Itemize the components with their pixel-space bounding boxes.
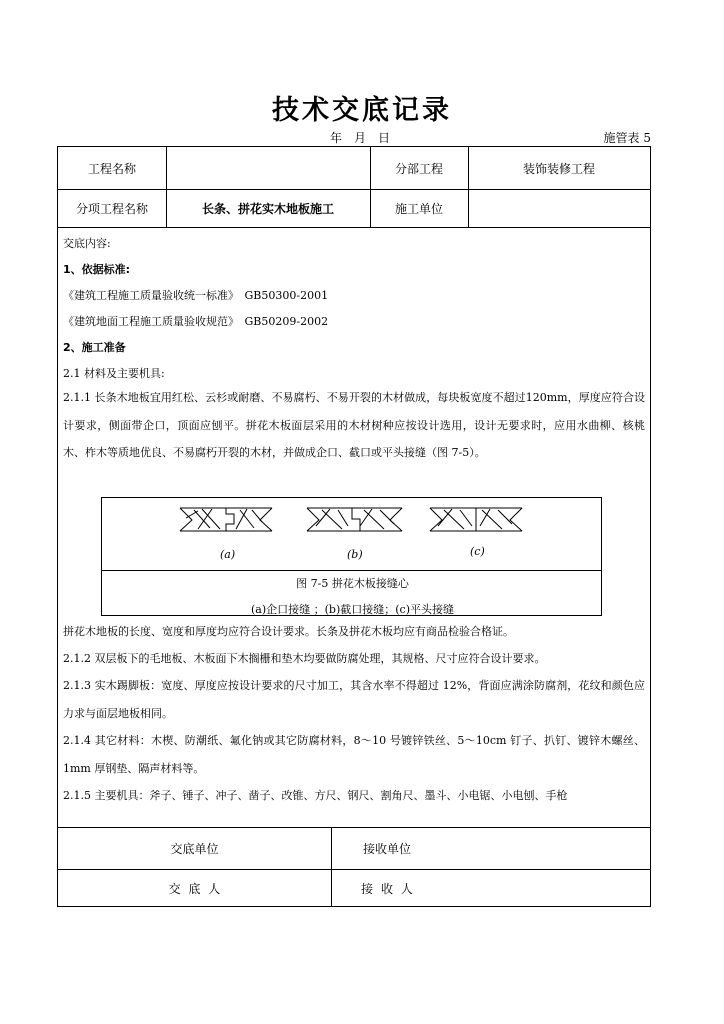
joint-a-drawing: [180, 508, 272, 531]
joint-figure: [101, 497, 602, 616]
paragraph-2-1-1: 2.1.1 长条木地板宜用红松、云杉或耐磨、不易腐朽、不易开裂的木材做成，每块板宽度不超过120mm，厚度应符合设计要求，侧面带企口，顶面应刨平。拼花木板面层采用的木材树种应按设计选用，设计无要求时，应用水曲柳、核桃木、柞木等质地优良、不易腐朽开裂的木材，并做成企口、截口或平头接缝（图 7-5）。: [63, 391, 645, 459]
receiver-label: 接 收 人: [361, 881, 413, 896]
project-name-value: [166, 147, 370, 189]
subitem-label: 分项工程名称: [75, 201, 148, 216]
figure-subcaption: (a)企口接缝 ；(b)截口接缝；(c)平头接缝: [250, 603, 454, 616]
materials-subtitle: 2.1 材料及主要机具:: [63, 367, 165, 380]
construction-unit-value: [468, 189, 650, 227]
figure-label-c: (c): [470, 545, 485, 558]
paragraph-2-1-2: 2.1.2 双层板下的毛地板、木板面下木搁栅和垫木均要做防腐处理，其规格、尺寸应符合设计要求。: [63, 652, 546, 665]
joint-b-drawing: [307, 508, 402, 531]
handover-unit-label: 交底单位: [170, 841, 219, 856]
receive-unit-label: 接收单位: [362, 841, 411, 856]
figure-label-a: (a): [220, 548, 236, 561]
figure-label-b: (b): [347, 548, 363, 561]
figure-divider: [102, 570, 601, 571]
content-heading: 交底内容:: [63, 237, 111, 250]
section-2-title: 2、施工准备: [63, 341, 126, 354]
row-divider: [58, 227, 650, 228]
paragraph-2-1-5: 2.1.5 主要机具：斧子、锤子、冲子、凿子、改锥、方尺、钢尺、割角尺、墨斗、小电锯、小电刨、手枪: [63, 789, 568, 802]
form-number: 施管表 5: [603, 131, 651, 145]
document-title: 技术交底记录: [272, 95, 452, 126]
subitem-value: 长条、拼花实木地板施工: [201, 201, 334, 216]
standard-item: 《建筑地面工程施工质量验收规范》 GB50209-2002: [63, 315, 329, 328]
handover-person-label: 交 底 人: [168, 881, 221, 896]
paragraph-2-1-3: 2.1.3 实木踢脚板：宽度、厚度应按设计要求的尺寸加工，其含水率不得超过 12%，背面应满涂防腐剂，花纹和颜色应力求与面层地板相同。: [63, 679, 645, 720]
standard-item: 《建筑工程施工质量验收统一标准》 GB50300-2001: [63, 289, 329, 302]
paragraph-after-figure: 拼花木地板的长度、宽度和厚度均应符合设计要求。长条及拼花木板均应有商品检验合格证。: [63, 625, 514, 638]
date-field: 年 月 日: [330, 131, 391, 145]
paragraph-2-1-4: 2.1.4 其它材料：木楔、防潮纸、氟化钠或其它防腐材料，8～10 号镀锌铁丝、5～10cm 钉子、扒钉、镀锌木螺丝、1mm 厚钢垫、隔声材料等。: [63, 734, 645, 775]
construction-unit-label: 施工单位: [394, 201, 443, 216]
division-label: 分部工程: [394, 161, 443, 176]
project-name-label: 工程名称: [87, 161, 136, 176]
section-1-title: 1、依据标准:: [63, 263, 131, 276]
joint-c-drawing: [430, 508, 522, 531]
figure-caption: 图 7-5 拼花木板接缝心: [296, 577, 409, 590]
division-value: 装饰装修工程: [522, 161, 595, 176]
